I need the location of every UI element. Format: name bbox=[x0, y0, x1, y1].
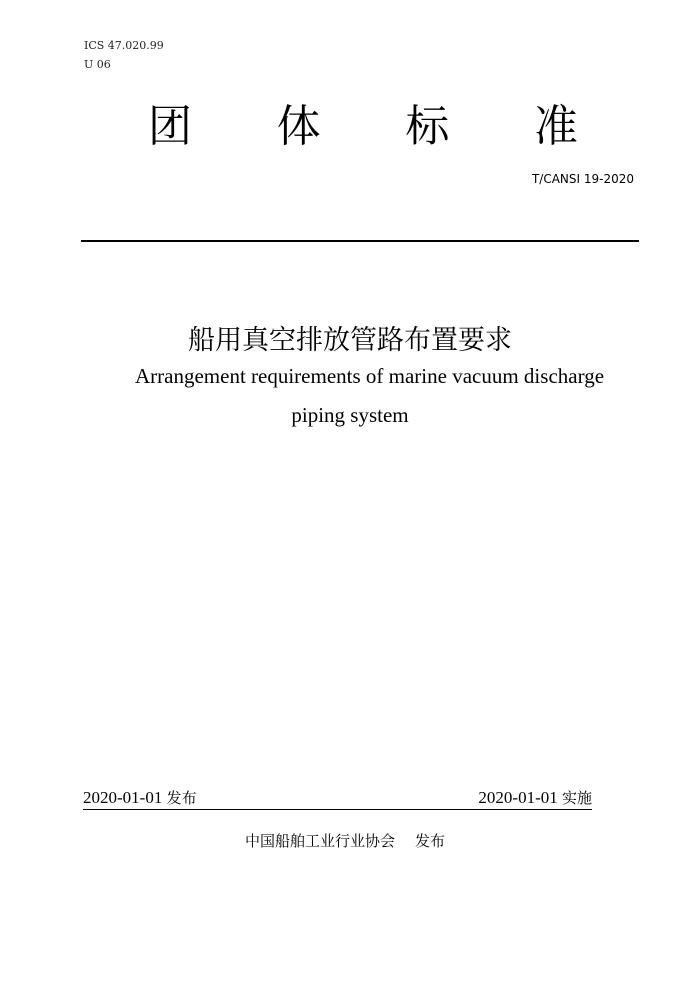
header-divider bbox=[81, 240, 639, 242]
date-line bbox=[83, 787, 592, 810]
chinese-title: 船用真空排放管路布置要求 bbox=[188, 325, 512, 356]
implement-date-block bbox=[478, 787, 592, 808]
title-char: 准 bbox=[533, 101, 578, 152]
implement-date: 2020-01-01 bbox=[478, 788, 558, 807]
implement-label: 实施 bbox=[561, 789, 592, 807]
issue-label: 发布 bbox=[166, 789, 197, 807]
publisher-name: 中国船舶工业行业协会 bbox=[245, 832, 396, 850]
english-title-line1: Arrangement requirements of marine vacuum discharge bbox=[135, 364, 605, 388]
title-char: 体 bbox=[276, 101, 321, 152]
publisher-line bbox=[245, 830, 445, 851]
title-char: 团 bbox=[148, 101, 192, 152]
issue-date: 2020-01-01 bbox=[83, 788, 163, 807]
ics-code: ICS 47.020.99 bbox=[84, 39, 164, 52]
ccs-code: U 06 bbox=[84, 58, 111, 71]
issue-date-block bbox=[83, 787, 197, 808]
standard-number: T/CANSI 19-2020 bbox=[531, 172, 634, 186]
classification-codes bbox=[84, 36, 164, 74]
document-type-title bbox=[148, 97, 578, 157]
publisher-label: 发布 bbox=[415, 832, 446, 850]
title-char: 标 bbox=[405, 101, 450, 152]
english-title-line2: piping system bbox=[291, 403, 409, 427]
